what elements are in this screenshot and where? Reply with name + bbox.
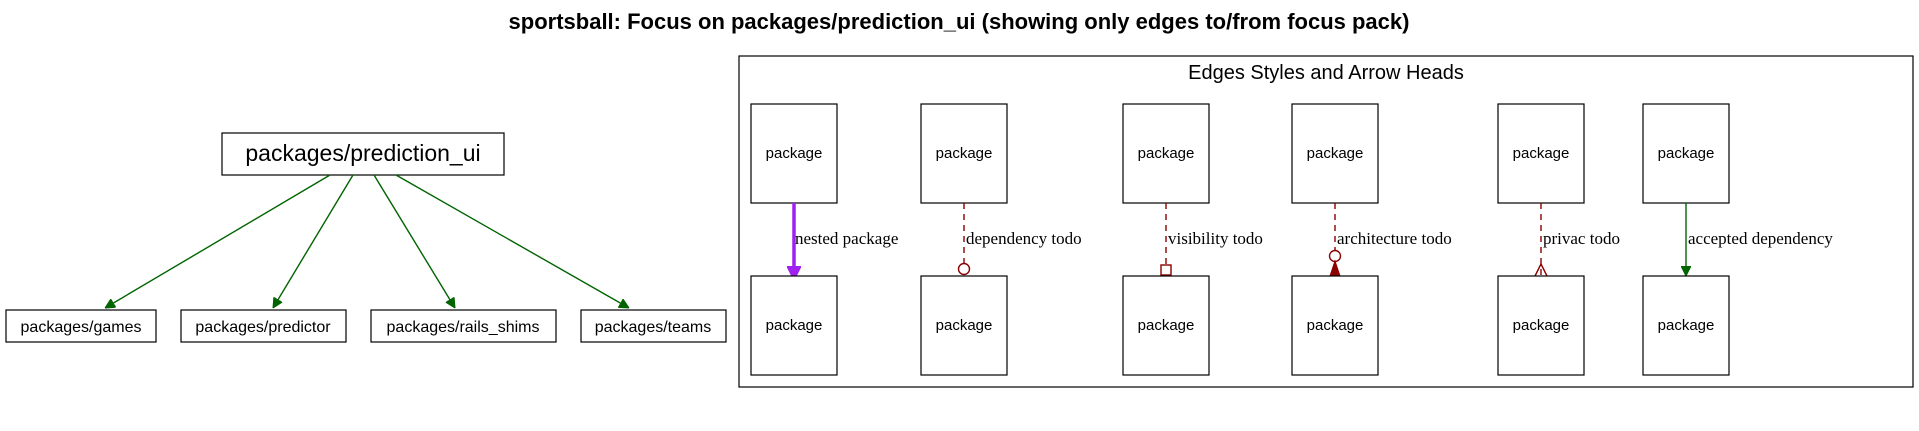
- legend-node-label: package: [765, 145, 823, 162]
- dependency-label-rails-shims: packages/rails_shims: [386, 319, 540, 336]
- legend-node-label: package: [1137, 145, 1195, 162]
- focus-package-label: packages/prediction_ui: [245, 140, 481, 166]
- graph-title: sportsball: Focus on packages/prediction_ui (showing only edges to/from focus pack): [508, 9, 1410, 34]
- legend-node-label: package: [1657, 145, 1715, 162]
- legend-node-label: package: [1512, 145, 1570, 162]
- legend-edge-label: accepted dependency: [1688, 229, 1833, 248]
- legend-node-label: package: [1512, 317, 1570, 334]
- legend-node-label: package: [1137, 317, 1195, 334]
- dependency-label-teams: packages/teams: [594, 319, 712, 336]
- legend-edge-label: architecture todo: [1337, 229, 1452, 248]
- legend-pair-visibility-todo: [1123, 104, 1263, 375]
- legend-node-label: package: [935, 145, 993, 162]
- dependency-edge-predictor: [273, 175, 353, 308]
- dependency-edge-teams: [396, 175, 629, 308]
- dependency-label-predictor: packages/predictor: [195, 319, 331, 336]
- legend-pair-privac-todo: [1498, 104, 1620, 375]
- dependency-edge-games: [105, 175, 330, 308]
- legend-node-label: package: [935, 317, 993, 334]
- legend-pair-architecture-todo: [1292, 104, 1452, 375]
- legend-node-label: package: [1306, 317, 1364, 334]
- legend-node-label: package: [1657, 317, 1715, 334]
- legend-title: Edges Styles and Arrow Heads: [1188, 62, 1464, 84]
- legend-node-label: package: [765, 317, 823, 334]
- obox-arrowhead-icon: [1161, 265, 1171, 275]
- legend-edge-label: visibility todo: [1168, 229, 1263, 248]
- legend-edge-label: nested package: [795, 229, 899, 248]
- legend-edge-label: privac todo: [1543, 229, 1620, 248]
- legend-edge-label: dependency todo: [966, 229, 1082, 248]
- legend-pair-nested-package: [751, 104, 898, 375]
- invodot-triangle-icon: [1330, 261, 1340, 276]
- legend-pair-accepted-dependency: [1643, 104, 1833, 375]
- dependency-label-games: packages/games: [20, 319, 142, 336]
- legend-node-label: package: [1306, 145, 1364, 162]
- legend-pair-dependency-todo: [921, 104, 1082, 375]
- dependency-edge-rails-shims: [374, 175, 455, 308]
- odot-arrowhead-icon: [959, 264, 970, 275]
